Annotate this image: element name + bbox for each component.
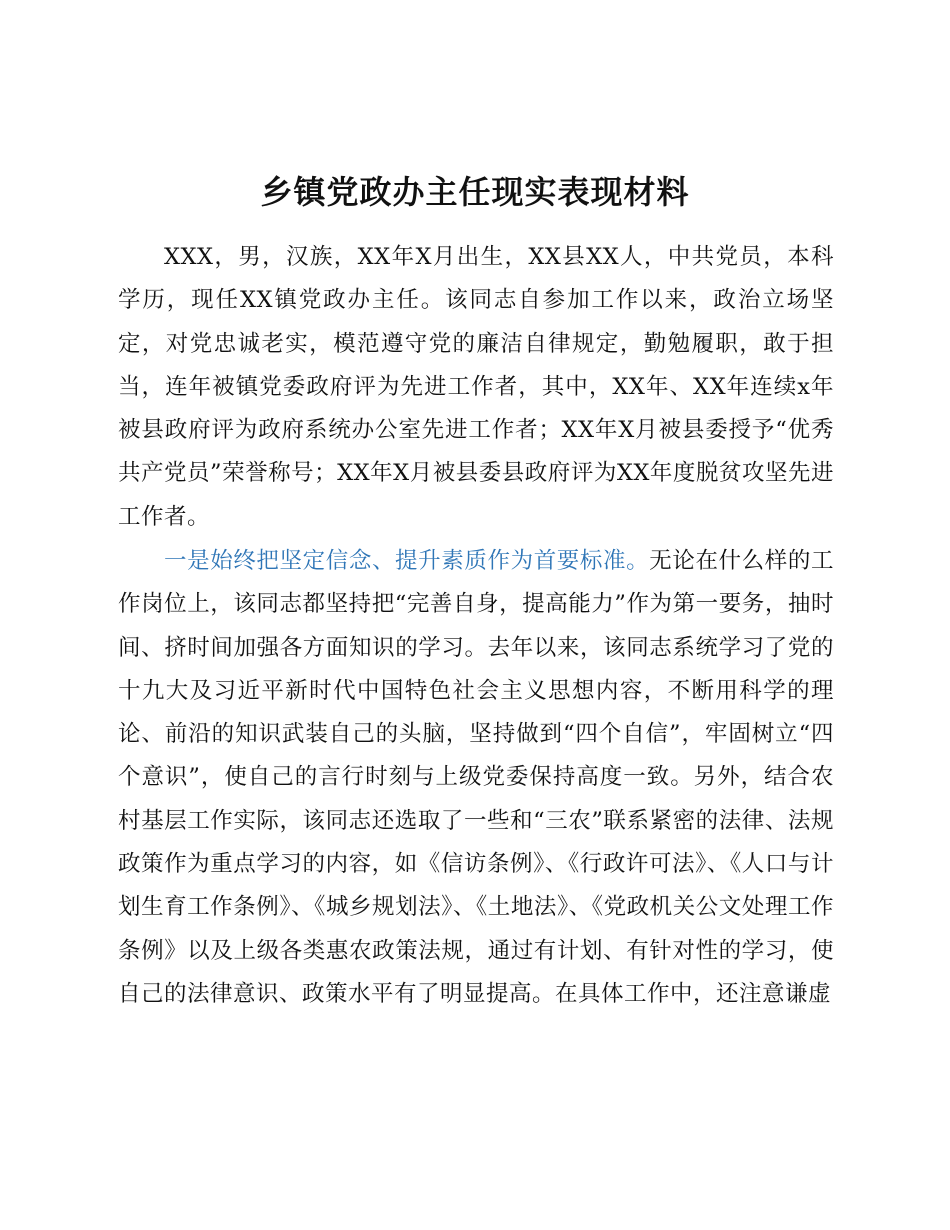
paragraph-section-one-text: 无论在什么样的工作岗位上，该同志都坚持把“完善自身，提高能力”作为第一要务，抽时间、挤时间加强各方面知识的学习。去年以来，该同志系统学习了党的十九大及习近平新时代中国特色社会主义思想内容，不断用科学的理论、前沿的知识武装自己的头脑，坚持做到“四个自信”，牢固树立“四个意识”，使自己的言行时刻与上级党委保持高度一致。另外，结合农村基层工作实际，该同志还选取了一些和“三农”联系紧密的法律、法规政策作为重点学习的内容，如《信访条例》、《行政许可法》、《人口与计划生育工作条例》、《城乡规划法》、《土地法》、《党政机关公文处理工作条例》以及上级各类惠农政策法规，通过有计划、有针对性的学习，使自己的法律意识、政策水平有了明显提高。在具体工作中，还注意谦虚 (118, 548, 834, 1007)
paragraph-section-one (118, 540, 834, 1016)
document-title: 乡镇党政办主任现实表现材料 (260, 173, 690, 211)
paragraph-intro (118, 236, 834, 539)
paragraph-intro-text: XXX，男，汉族，XX年X月出生，XX县XX人，中共党员，本科学历，现任XX镇党政办主任。该同志自参加工作以来，政治立场坚定，对党忠诚老实，模范遵守党的廉洁自律规定，勤勉履职，敢于担当，连年被镇党委政府评为先进工作者，其中，XX年、XX年连续x年被县政府评为政府系统办公室先进工作者；XX年X月被县委授予“优秀共产党员”荣誉称号；XX年X月被县委县政府评为XX年度脱贫攻坚先进工作者。 (118, 244, 834, 530)
section-one-heading: 一是始终把坚定信念、提升素质作为首要标准。 (164, 548, 650, 574)
